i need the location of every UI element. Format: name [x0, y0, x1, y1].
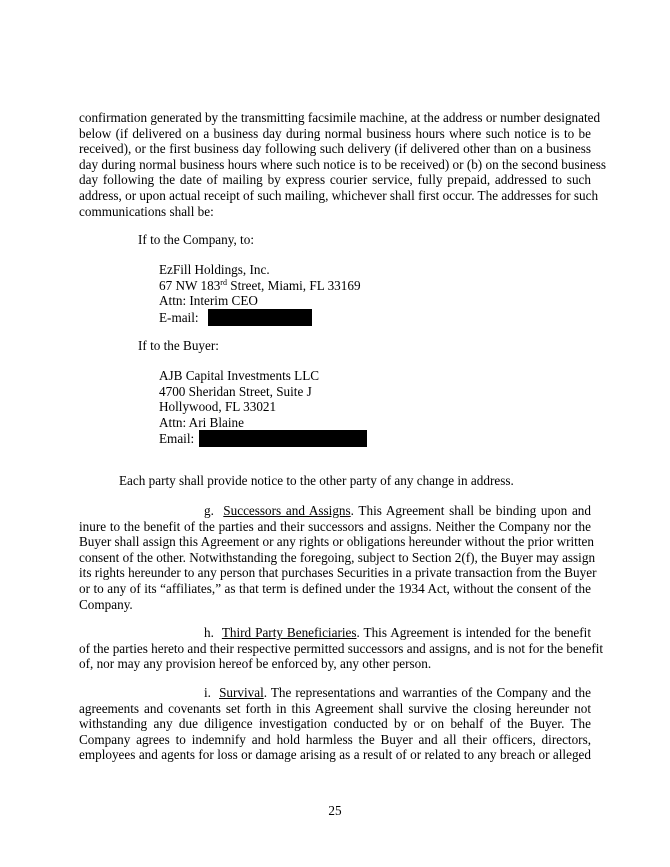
text-line: received), or the first business day following such delivery (if delivered other than on a business [79, 141, 591, 157]
text-line: address, or upon actual receipt of such mailing, whichever shall first occur. The addresses for such [79, 187, 599, 203]
section-g [79, 503, 597, 612]
company-street: 67 NW 183rd Street, Miami, FL 33169 [159, 277, 361, 293]
text-line: Company. [79, 596, 133, 612]
text-line: of, nor may any provision hereof be enforced by, any other person. [79, 656, 432, 672]
text-line: of the parties hereto and their respective permitted successors and assigns, and is not for the benefit [79, 640, 604, 656]
company-heading: If to the Company, to: [138, 232, 254, 247]
company-email-label: E-mail: [159, 309, 199, 325]
text-line: Company agrees to indemnify and hold harmless the Buyer and all their officers, directors, [79, 731, 591, 747]
text-line: agreements and covenants set forth in this Agreement shall survive the closing hereunder not [79, 700, 591, 716]
text-line: day during normal business hours where such notice is to be received) or (b) on the second business [79, 156, 607, 172]
section-g-title: Successors and Assigns [223, 503, 351, 518]
text-line: confirmation generated by the transmitting facsimile machine, at the address or number designated [79, 110, 601, 125]
company-email-row [159, 309, 361, 326]
company-address-block [159, 262, 361, 326]
page-number: 25 [328, 803, 342, 818]
notice-paragraph [79, 110, 607, 219]
buyer-address-block [159, 368, 367, 447]
section-h [79, 625, 604, 672]
buyer-name: AJB Capital Investments LLC [159, 368, 320, 383]
text-line: day following the date of mailing by express courier service, fully prepaid, addressed to such [79, 172, 591, 188]
buyer-email-row [159, 430, 367, 447]
text-line: Buyer shall assign this Agreement or any rights or obligations hereunder without the prior written [79, 534, 594, 550]
section-h-first-line: h. Third Party Beneficiaries. This Agreement is intended for the benefit [204, 625, 591, 640]
text-line: inure to the benefit of the parties and their successors and assigns. Neither the Company nor the [79, 518, 591, 534]
buyer-city: Hollywood, FL 33021 [159, 399, 277, 415]
text-line: withstanding any due diligence investigation conducted by or on behalf of the Buyer. The [79, 716, 591, 732]
redaction-box [208, 309, 312, 326]
company-attn: Attn: Interim CEO [159, 293, 258, 309]
section-h-title: Third Party Beneficiaries [221, 625, 357, 640]
text-line: its rights hereunder to any person that purchases Securities in a private transaction from the Buyer [79, 565, 597, 581]
buyer-heading: If to the Buyer: [138, 338, 219, 353]
buyer-email-label: Email: [159, 431, 195, 447]
text-line: or to any of its “affiliates,” as that term is defined under the 1934 Act, without the consent of the [79, 580, 591, 596]
text-line: communications shall be: [79, 203, 214, 219]
text-line: below (if delivered on a business day during normal business hours where such notice is to be [79, 125, 591, 141]
buyer-street: 4700 Sheridan Street, Suite J [159, 383, 312, 399]
section-i-first-line: i. Survival. The representations and warranties of the Company and the [204, 685, 592, 700]
text-line: consent of the other. Notwithstanding the foregoing, subject to Section 2(f), the Buyer may assign [79, 549, 596, 565]
notice-change-text: Each party shall provide notice to the other party of any change in address. [119, 473, 514, 488]
section-i [79, 685, 591, 763]
redaction-box [199, 430, 367, 447]
text-line: employees and agents for loss or damage arising as a result of or related to any breach or alleged [79, 747, 591, 763]
buyer-attn: Attn: Ari Blaine [159, 414, 244, 430]
section-g-first-line: g. Successors and Assigns. This Agreement shall be binding upon and [204, 503, 591, 518]
section-i-title: Survival [219, 685, 264, 700]
company-name: EzFill Holdings, Inc. [159, 262, 270, 277]
